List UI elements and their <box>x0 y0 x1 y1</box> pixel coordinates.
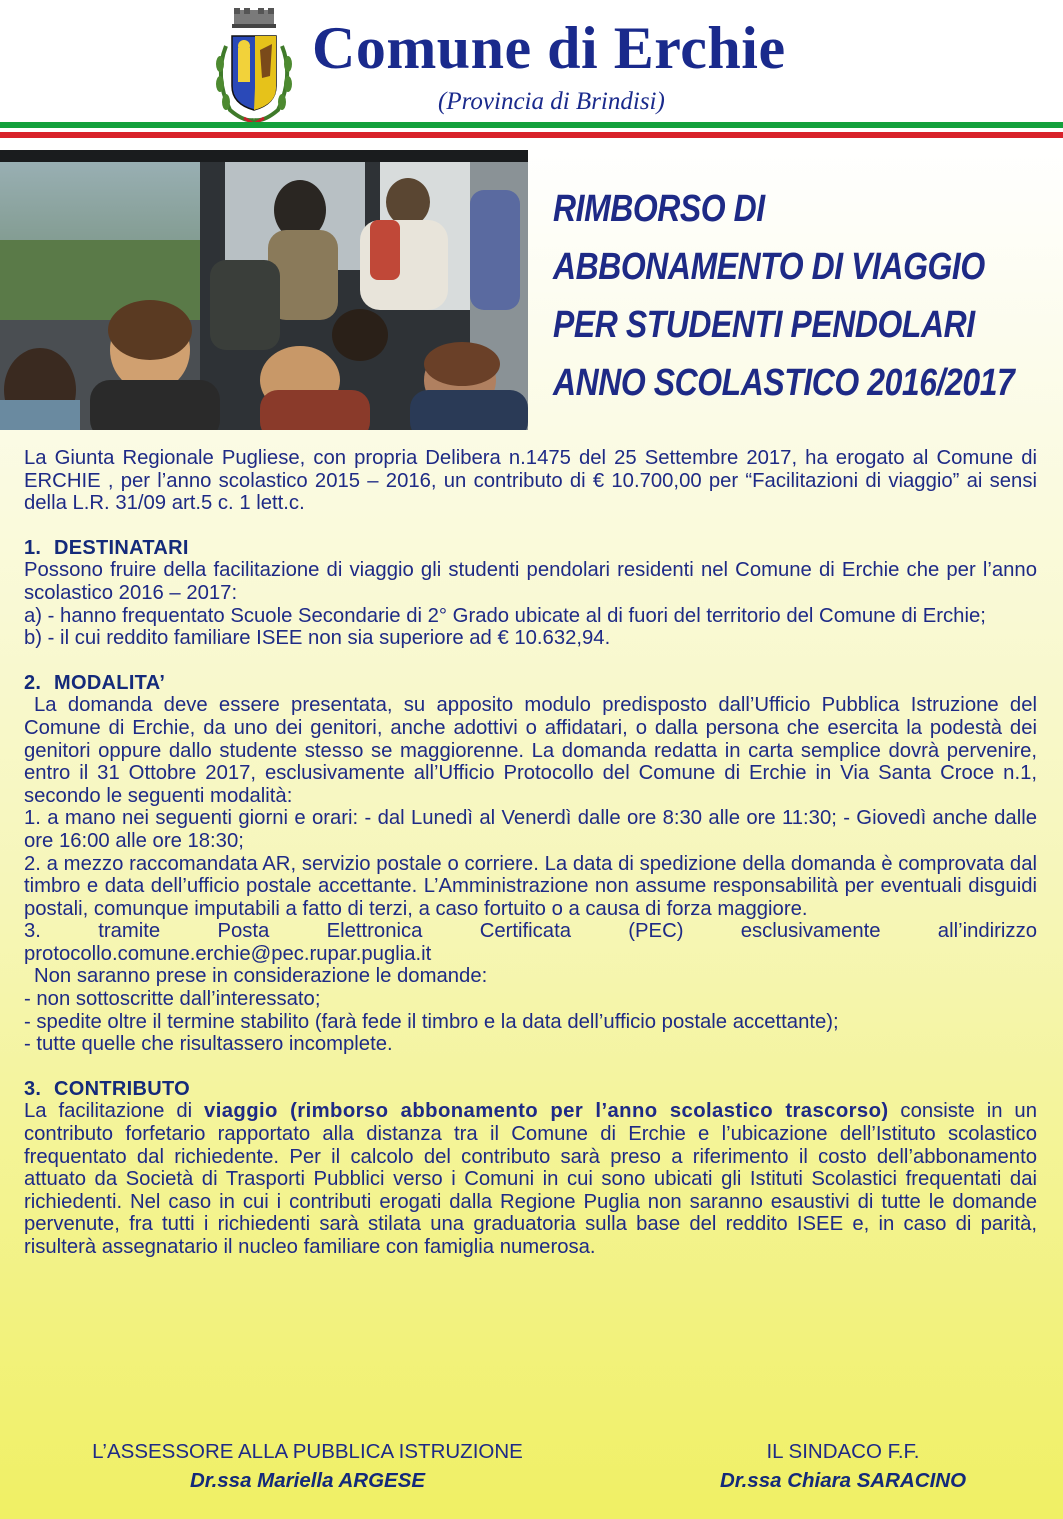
section-number: 3. <box>24 1077 42 1100</box>
page-subtitle: (Provincia di Brindisi) <box>438 88 665 115</box>
students-boarding-bus-photo <box>0 150 528 430</box>
section-title: DESTINATARI <box>54 536 189 559</box>
signature-name: Dr.ssa Mariella ARGESE <box>189 1469 426 1492</box>
section-text: 1. a mano nei seguenti giorni e orari: - dal Lunedì al Venerdì dalle ore 8:30 alle ore 11:30; - Giovedì anche dalle ore 16:00 alle ore 18:30; <box>24 807 1037 852</box>
contributo-text-after: consiste in un contributo forfetario rapportato alla distanza tra il Comune di Erchie e l’ubicazione dell’Istituto scolastico frequentato dal richiedente. Per il calcolo del contributo sarà preso a riferimento il costo dell’abbonamento attuato da Società di Trasporti Pubblici verso i Comuni in cui sono ubicati gli Istituti Scolastici frequentati dai richiedenti. Nel caso in cui i contributi erogati dalla Regione Puglia non saranno esaustivi di tutte le domande pervenute, fra tutti i richiedenti sarà stilata una graduatoria sulla base del reddito ISEE e, in caso di parità, risulterà assegnatario il nucleo familiare con famiglia numerosa. <box>24 1100 1037 1258</box>
municipal-crest-icon <box>208 6 300 130</box>
notice-body <box>24 447 1037 1259</box>
section-text: b) - il cui reddito familiare ISEE non sia superiore ad € 10.632,94. <box>24 627 611 650</box>
contributo-text-before: La facilitazione di <box>24 1100 205 1123</box>
signature-assessore <box>55 1437 560 1495</box>
section-text: - spedite oltre il termine stabilito (farà fede il timbro e la data dell’ufficio postale accettante); <box>24 1010 839 1033</box>
intro-paragraph: La Giunta Regionale Pugliese, con propria Delibera n.1475 del 25 Settembre 2017, ha erogato al Comune di ERCHIE , per l’anno scolastico 2015 – 2016, un contributo di € 10.700,00 per “Facilitazioni di viaggio” ai sensi della L.R. 31/09 art.5 c. 1 lett.c. <box>24 447 1037 515</box>
signature-role: IL SINDACO F.F. <box>766 1440 920 1463</box>
section-number: 2. <box>24 671 42 694</box>
section-text: Possono fruire della facilitazione di viaggio gli studenti pendolari residenti nel Comune di Erchie che per l’anno scolastico 2016 – 2017: <box>24 559 1037 604</box>
students-photo <box>0 150 528 430</box>
section-text: 3. tramite Posta Elettronica Certificata (PEC) esclusivamente all’indirizzo protocollo.comune.erchie@pec.rupar.puglia.it <box>24 920 1037 965</box>
page-title: Comune di Erchie <box>312 15 786 81</box>
section-text <box>24 1100 1037 1258</box>
section-text: - non sottoscritte dall’interessato; <box>24 988 321 1011</box>
section-text: - tutte quelle che risultassero incomplete. <box>24 1033 393 1056</box>
section-text: 2. a mezzo raccomandata AR, servizio postale o corriere. La data di spedizione della domanda è comprovata dal timbro e data dell’ufficio postale accettante. L’Amministrazione non assume responsabilità per eventuali disguidi postali, comunque imputabili a fatto di terzi, a caso fortuito o a causa di forza maggiore. <box>24 852 1037 920</box>
headline-line: ABBONAMENTO DI VIAGGIO <box>553 246 985 288</box>
contributo-emphasis: viaggio (rimborso abbonamento per l’anno scolastico trascorso) <box>204 1100 889 1123</box>
section-heading-modalita <box>24 672 1037 695</box>
flag-stripe-red <box>0 132 1063 138</box>
signature-sindaco <box>688 1437 998 1495</box>
section-text: La domanda deve essere presentata, su apposito modulo predisposto dall’Ufficio Pubblica Istruzione del Comune di Erchie, da uno dei genitori, anche adottivi o affidatari, o dalla persona che esercita la podestà dei genitori oppure dallo studente stesso se maggiorenne. La domanda redatta in carta semplice dovrà pervenire, entro il 31 Ottobre 2017, esclusivamente all’Ufficio Protocollo del Comune di Erchie in Via Santa Croce n.1, secondo le seguenti modalità: <box>24 694 1037 807</box>
header <box>0 0 1063 140</box>
headline-line: ANNO SCOLASTICO 2016/2017 <box>553 362 1015 404</box>
signature-name: Dr.ssa Chiara SARACINO <box>719 1469 967 1492</box>
signature-role: L’ASSESSORE ALLA PUBBLICA ISTRUZIONE <box>92 1440 523 1463</box>
section-heading-destinatari <box>24 537 1037 560</box>
section-text: a) - hanno frequentato Scuole Secondarie di 2° Grado ubicate al di fuori del territorio del Comune di Erchie; <box>24 604 986 627</box>
section-heading-contributo <box>24 1078 1037 1101</box>
section-title: CONTRIBUTO <box>54 1077 190 1100</box>
section-number: 1. <box>24 536 42 559</box>
section-text: Non saranno prese in considerazione le domande: <box>34 965 488 988</box>
section-title: MODALITA’ <box>54 671 166 694</box>
headline <box>553 180 1015 412</box>
headline-line: RIMBORSO DI <box>553 188 765 230</box>
headline-line: PER STUDENTI PENDOLARI <box>553 304 975 346</box>
